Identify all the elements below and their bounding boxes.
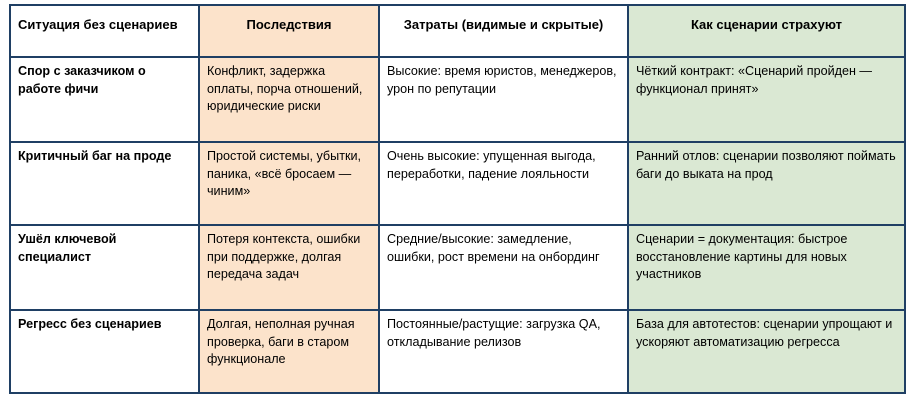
table-row: [10, 142, 905, 225]
cell-situation: Регресс без сценариев: [10, 310, 199, 393]
cell-protection: База для автотестов: сценарии упрощают и ускоряют автоматизацию регресса: [628, 310, 905, 393]
header-row: [10, 5, 905, 57]
cell-situation: Ушёл ключевой специалист: [10, 225, 199, 310]
header-protection: Как сценарии страхуют: [628, 5, 905, 57]
cell-costs: Средние/высокие: замедление, ошибки, рост времени на онбординг: [379, 225, 628, 310]
table-body: [10, 57, 905, 393]
risk-comparison-table: [9, 4, 906, 394]
cell-costs: Очень высокие: упущенная выгода, переработки, падение лояльности: [379, 142, 628, 225]
cell-costs: Постоянные/растущие: загрузка QA, откладывание релизов: [379, 310, 628, 393]
cell-consequences: Потеря контекста, ошибки при поддержке, долгая передача задач: [199, 225, 379, 310]
header-consequences: Последствия: [199, 5, 379, 57]
cell-costs: Высокие: время юристов, менеджеров, урон по репутации: [379, 57, 628, 142]
table-header: [10, 5, 905, 57]
cell-situation: Критичный баг на проде: [10, 142, 199, 225]
cell-protection: Сценарии = документация: быстрое восстановление картины для новых участников: [628, 225, 905, 310]
cell-protection: Ранний отлов: сценарии позволяют поймать баги до выката на прод: [628, 142, 905, 225]
cell-consequences: Простой системы, убытки, паника, «всё бросаем — чиним»: [199, 142, 379, 225]
cell-consequences: Долгая, неполная ручная проверка, баги в старом функционале: [199, 310, 379, 393]
header-situation: Ситуация без сценариев: [10, 5, 199, 57]
table-row: [10, 57, 905, 142]
table-row: [10, 225, 905, 310]
cell-situation: Спор с заказчиком о работе фичи: [10, 57, 199, 142]
cell-consequences: Конфликт, задержка оплаты, порча отношений, юридические риски: [199, 57, 379, 142]
header-costs: Затраты (видимые и скрытые): [379, 5, 628, 57]
cell-protection: Чёткий контракт: «Сценарий пройден — функционал принят»: [628, 57, 905, 142]
table-row: [10, 310, 905, 393]
